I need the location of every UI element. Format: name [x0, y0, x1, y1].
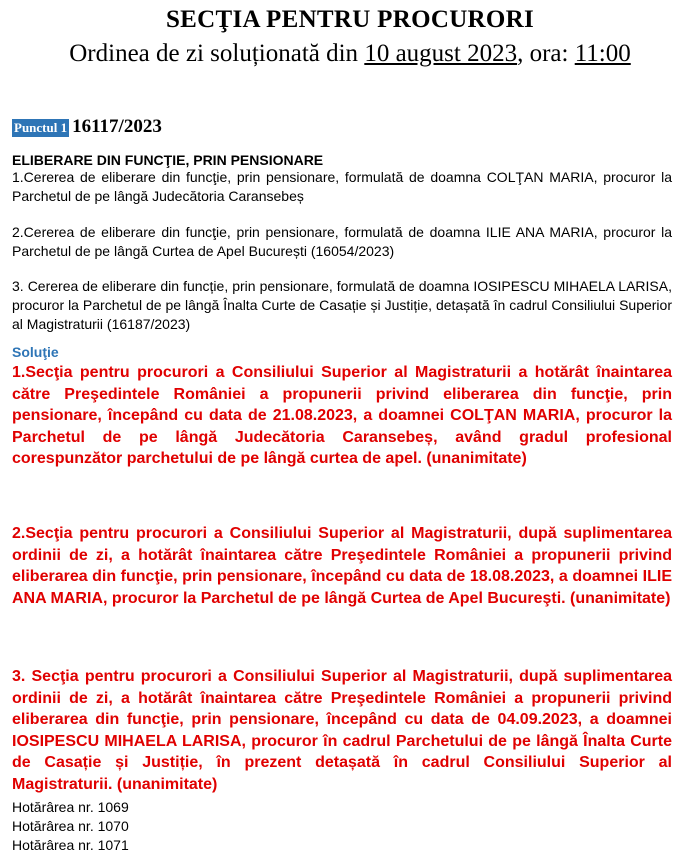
request-item-3: 3. Cererea de eliberare din funcție, prin pensionare, formulată de doamna IOSIPESCU MIHAELA LARISA, procuror la Parchetul de pe lângă Înalta Curte de Casație și Justiție, detașată în cadrul Consiliului Superior al Magistraturii (16187/2023) — [12, 278, 672, 332]
agenda-point-label: Punctul 1 — [14, 120, 68, 135]
decision-number: Hotărârea nr. 1069 — [12, 799, 129, 815]
agenda-date: 10 august 2023 — [364, 40, 518, 67]
agenda-point-number: 16117/2023 — [72, 116, 162, 137]
solution-label: Soluţie — [12, 344, 59, 360]
decision-number: Hotărârea nr. 1070 — [12, 818, 129, 834]
request-item-1: 1.Cererea de eliberare din funcţie, prin pensionare, formulată de doamna COLŢAN MARIA, procuror la Parchetul de pe lângă Judecătoria Caransebeș — [12, 169, 672, 204]
request-item-2: 2.Cererea de eliberare din funcţie, prin pensionare, formulată de doamna ILIE ANA MARIA, procuror la Parchetul de pe lângă Curtea de Apel București (16054/2023) — [12, 224, 672, 259]
decision-number: Hotărârea nr. 1071 — [12, 837, 129, 853]
decision-numbers-list — [12, 798, 129, 855]
agenda-point — [12, 116, 162, 138]
decision-2: 2.Secţia pentru procurori a Consiliului Superior al Magistraturii, după suplimentarea ordinii de zi, a hotărât înaintarea către Preşedintele României a propunerii privind eliberarea din funcţie, prin pensionare, începând cu data de 18.08.2023, a doamnei ILIE ANA MARIA, procuror la Parchetul de pe lângă Curtea de Apel Bucureşti. (unanimitate) — [12, 525, 672, 607]
page-subtitle — [0, 40, 700, 68]
decision-3: 3. Secţia pentru procurori a Consiliului Superior al Magistraturii, după suplimentarea ordinii de zi, a hotărât înaintarea către Preşedintele României a propunerii privind eliberarea din funcţie, prin pensionare, începând cu data de 04.09.2023, a doamnei IOSIPESCU MIHAELA LARISA, procuror în cadrul Parchetului de pe lângă Înalta Curte de Casație și Justiție, în prezent detașată în cadrul Consiliului Superior al Magistraturii. (unanimitate) — [12, 668, 672, 793]
agenda-time: 11:00 — [574, 40, 631, 67]
subtitle-mid: , ora: — [517, 40, 575, 67]
section-heading: ELIBERARE DIN FUNCŢIE, PRIN PENSIONARE — [12, 152, 324, 168]
decision-1: 1.Secţia pentru procurori a Consiliului Superior al Magistraturii a hotărât înaintarea către Preşedintele României a propunerii privind eliberarea din funcţie, prin pensionare, începând cu data de 21.08.2023, a doamnei COLŢAN MARIA, procuror la Parchetul de pe lângă Judecătoria Caransebeș, având gradul profesional corespunzător parchetului de pe lângă curtea de apel. (unanimitate) — [12, 364, 672, 467]
subtitle-prefix: Ordinea de zi soluționată din — [69, 40, 365, 67]
page-title: SECŢIA PENTRU PROCURORI — [165, 6, 535, 33]
